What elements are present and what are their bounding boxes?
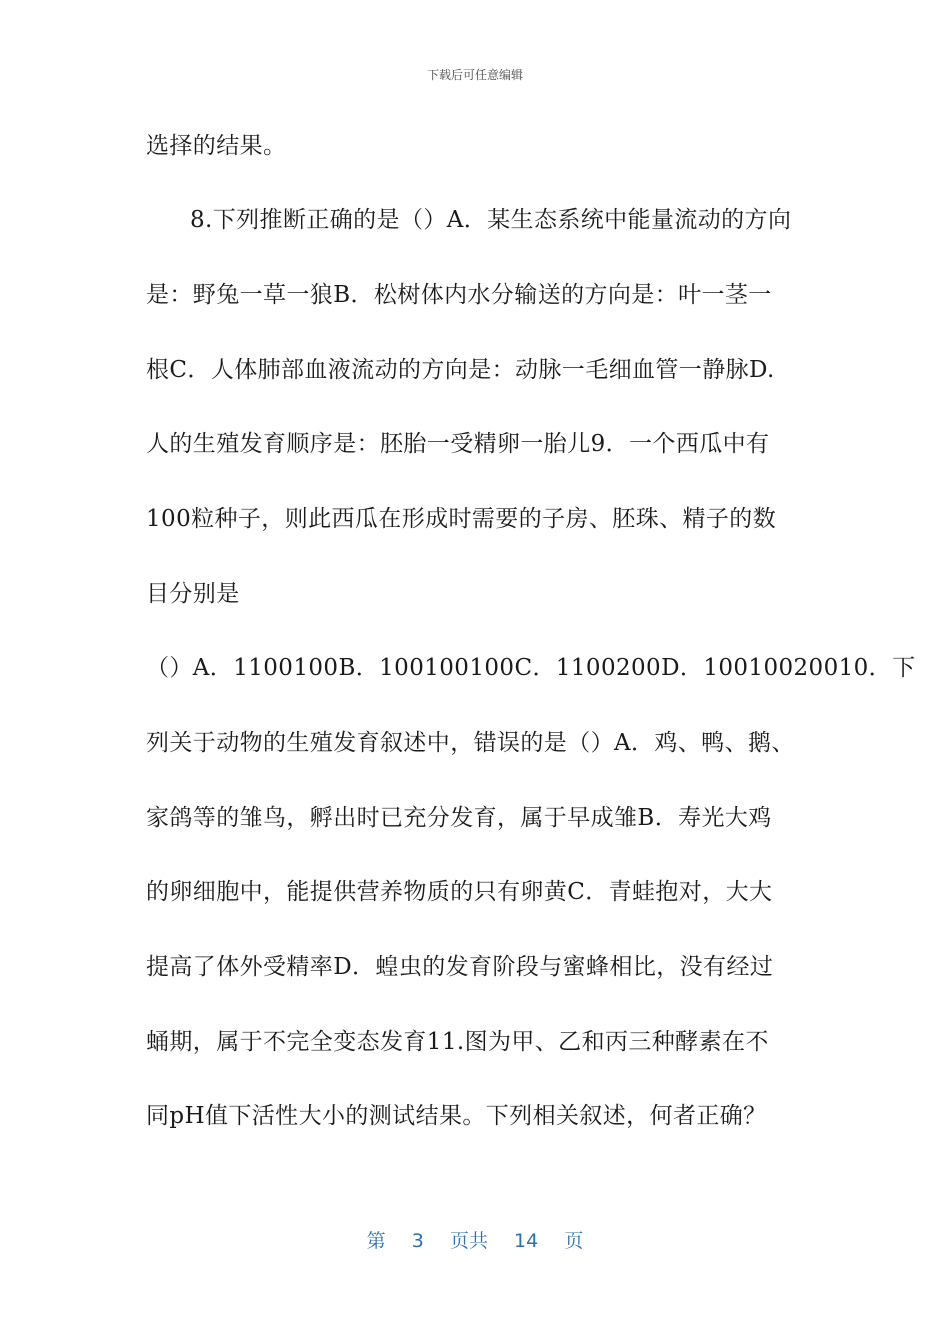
header-note: 下载后可任意编辑 <box>426 68 523 82</box>
text-line-4: 根C．人体肺部血液流动的方向是：动脉一毛细血管一静脉D. <box>146 357 775 383</box>
text-line-13: 蛹期，属于不完全变态发育11.图为甲、乙和丙三种酵素在不 <box>146 1029 769 1055</box>
text-line-3: 是：野兔一草一狼B．松树体内水分输送的方向是：叶一茎一 <box>146 282 772 308</box>
text-line-6: 100粒种子，则此西瓜在形成时需要的子房、胚珠、精子的数 <box>146 506 777 532</box>
text-line-14: 同pH值下活性大小的测试结果。下列相关叙述，何者正确？ <box>146 1103 767 1129</box>
text-line-8: （）A．1100100B．100100100C．1100200D．10010020010．下 <box>146 655 916 681</box>
page-prefix: 第 <box>366 1230 386 1252</box>
text-line-7: 目分别是 <box>146 581 240 607</box>
text-line-12: 提高了体外受精率D．蝗虫的发育阶段与蜜蜂相比，没有经过 <box>146 954 774 980</box>
text-line-11: 的卵细胞中，能提供营养物质的只有卵黄C．青蛙抱对，大大 <box>146 879 773 905</box>
page-footer <box>0 1226 950 1253</box>
text-line-5: 人的生殖发育顺序是：胚胎一受精卵一胎儿9．一个西瓜中有 <box>146 431 770 457</box>
total-pages: 14 <box>514 1230 539 1252</box>
text-line-1: 选择的结果。 <box>146 133 287 159</box>
text-line-9: 列关于动物的生殖发育叙述中，错误的是（）A．鸡、鸭、鹅、 <box>146 730 795 756</box>
text-line-10: 家鸽等的雏鸟，孵出时已充分发育，属于早成雏B．寿光大鸡 <box>146 805 772 831</box>
page-middle: 页共 <box>449 1230 488 1252</box>
text-line-2: 8.下列推断正确的是（）A．某生态系统中能量流动的方向 <box>190 207 792 233</box>
page-number: 3 <box>411 1230 424 1252</box>
page-suffix: 页 <box>564 1230 584 1252</box>
